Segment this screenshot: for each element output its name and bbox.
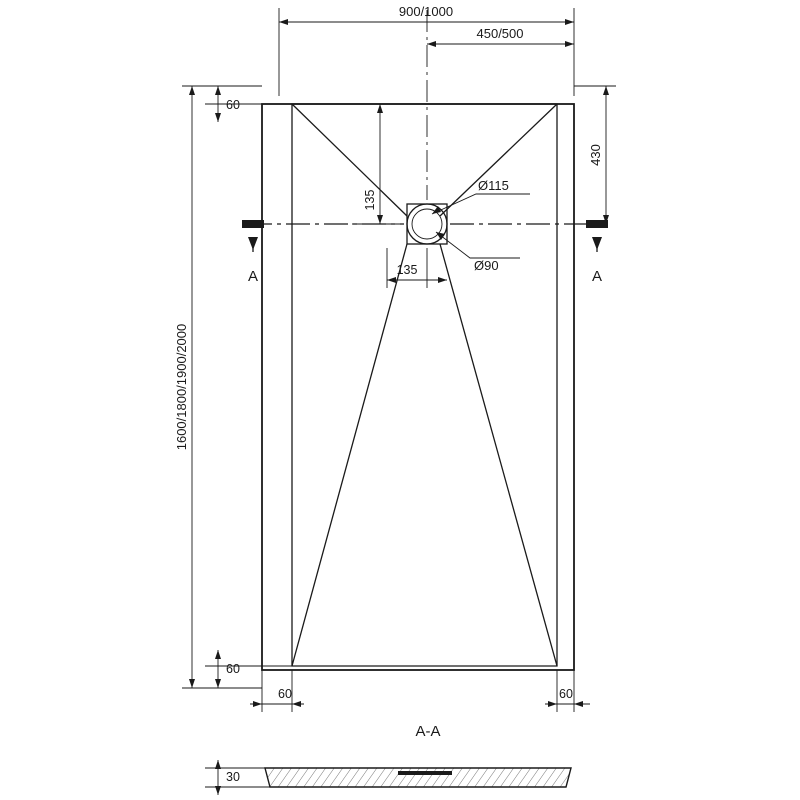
section-view-title: A-A — [415, 723, 441, 740]
arrow-135h-left — [387, 277, 396, 283]
dim-drain-horizontal: 135 — [396, 263, 418, 277]
arrow-length-top — [189, 86, 195, 95]
arrow-60-bottom-down — [215, 679, 221, 688]
slope-line-bottom-right — [440, 244, 557, 666]
slope-line-bottom-left — [292, 244, 407, 666]
arrow-60-bottom-up — [215, 650, 221, 659]
arrow-right60-b — [574, 701, 583, 707]
slope-line-top-left — [292, 104, 407, 216]
dim-edge-right: 60 — [559, 687, 573, 701]
arrow-left60-b — [292, 701, 301, 707]
arrow-60-top-down — [215, 113, 221, 122]
section-label-left: A — [247, 268, 259, 285]
dim-edge-left: 60 — [278, 687, 292, 701]
dim-drain-offset-top: 430 — [588, 144, 603, 166]
dim-edge-bottom: 60 — [226, 662, 240, 676]
section-marker-right-bar — [586, 220, 608, 228]
dim-thickness: 30 — [226, 770, 240, 784]
arrow-60-top-up — [215, 86, 221, 95]
drain-inner-circle — [412, 209, 442, 239]
arrow-length-bottom — [189, 679, 195, 688]
section-label-right: A — [591, 268, 603, 285]
dim-overall-length: 1600/1800/1900/2000 — [174, 323, 189, 451]
dim-edge-top: 60 — [226, 98, 240, 112]
arrow-left60-a — [253, 701, 262, 707]
arrow-30-top — [215, 760, 221, 769]
slope-line-top-right — [440, 104, 557, 216]
tray-outline — [262, 104, 574, 670]
dim-half-width: 450/500 — [476, 26, 524, 41]
arrow-width-right — [565, 19, 574, 25]
arrow-135v-bottom — [377, 215, 383, 224]
leader-arrow-d90 — [436, 232, 445, 240]
arrow-135v-top — [377, 104, 383, 113]
section-marker-left-bar — [242, 220, 264, 228]
dim-overall-width: 900/1000 — [398, 4, 454, 19]
arrow-430-top — [603, 86, 609, 95]
leader-line-d90 — [436, 232, 520, 258]
dim-drain-outer-diameter: Ø115 — [478, 178, 509, 193]
dim-drain-inner-diameter: Ø90 — [474, 258, 499, 273]
section-drain-notch — [398, 771, 452, 775]
dim-drain-vertical: 135 — [363, 189, 377, 211]
arrow-right60-a — [548, 701, 557, 707]
arrow-30-bottom — [215, 786, 221, 795]
section-profile-body — [265, 768, 571, 787]
arrow-halfwidth-right — [565, 41, 574, 47]
arrow-halfwidth-left — [427, 41, 436, 47]
arrow-135h-right — [438, 277, 447, 283]
basin-inner-rect — [292, 104, 557, 666]
arrow-width-left — [279, 19, 288, 25]
